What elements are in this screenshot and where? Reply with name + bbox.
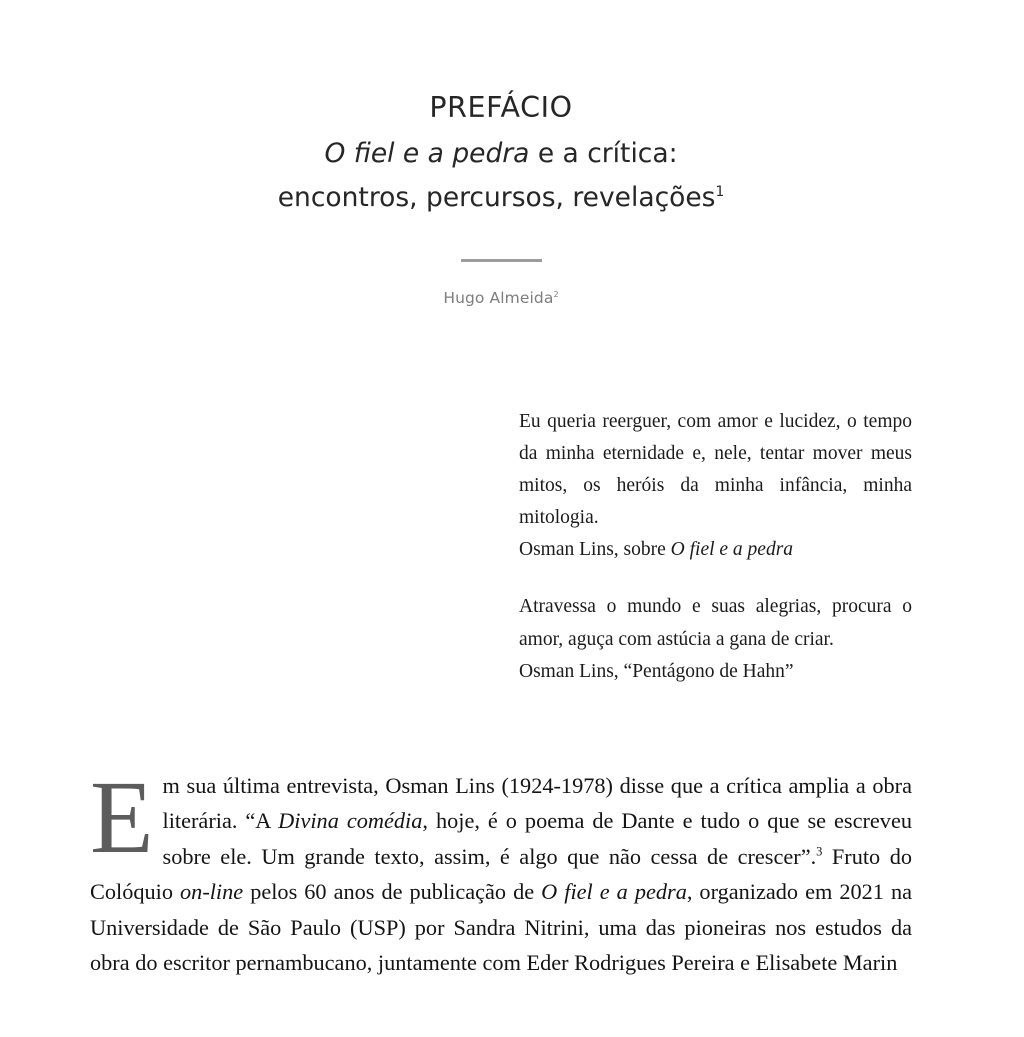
horizontal-rule-divider [461,259,542,262]
footnote-marker-2: 2 [553,289,559,299]
body-text-run: pelos 60 anos de publicação de [243,879,542,905]
body-italic-run: on-line [180,879,244,905]
title-divider-wrap [90,259,912,262]
author-name: Hugo Almeida [443,289,554,307]
page-subtitle-line-1 [90,124,912,168]
epigraph-item [519,591,912,687]
drop-cap-letter: E [90,760,154,875]
body-paragraph-runs [90,773,912,975]
epigraph-attribution-prefix: Osman Lins, sobre [519,539,671,561]
epigraph-quote: Atravessa o mundo e suas alegrias, procura o amor, aguça com astúcia a gana de criar. [519,596,912,650]
body-text-run: Fruto do Colóquio [90,843,912,905]
subtitle-line-2-text: encontros, percursos, revelações [277,182,716,214]
body-italic-run: O fiel e a pedra [541,879,687,905]
byline-wrap [90,289,912,308]
page-subtitle-line-2 [90,167,912,212]
epigraph-item [519,406,912,566]
body-text-run: , hoje, é o poema de Dante e tudo o que se escreveu sobre ele. Um grande texto, assim, é algo que não cessa de crescer”. [162,808,913,869]
title-block [90,92,912,212]
body-text-run: , organizado em 2021 na Universidade de São Paulo (USP) por Sandra Nitrini, uma das pioneiras nos estudos da obra do escritor pernambucano, juntamente com Eder Rodrigues Pereira e Elisabete Marin [90,879,912,976]
footnote-marker-1: 1 [715,184,725,201]
body-text-run: m sua última entrevista, Osman Lins (1924-1978) disse que a crítica amplia a obra literária. “A [162,773,912,834]
footnote-marker-3: 3 [816,844,823,859]
epigraph-attribution [519,534,912,566]
epigraph-attribution [519,656,912,688]
epigraph-attribution-prefix: Osman Lins, “Pentágono de Hahn” [519,660,794,682]
subtitle-rest: e a crítica: [529,137,678,169]
body-italic-run: Divina comédia [278,808,423,834]
page-title: PREFÁCIO [429,91,573,124]
author-byline [443,289,558,307]
epigraph-quote: Eu queria reerguer, com amor e lucidez, o tempo da minha eternidade e, nele, tentar mover meus mitos, os heróis da minha infância, minha mitologia. [519,411,912,529]
epigraph-attribution-title: O fiel e a pedra [670,539,794,561]
epigraph-block [519,406,912,688]
subtitle-book-title: O fiel e a pedra [324,137,530,169]
body-text-block [90,760,913,980]
body-paragraph [90,760,913,980]
